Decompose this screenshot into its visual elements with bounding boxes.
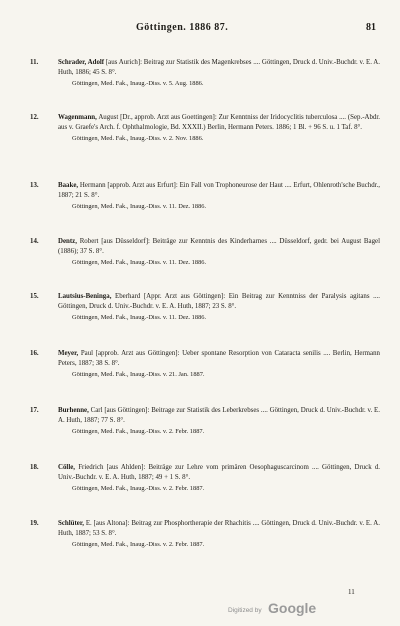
list-item: [32, 406, 380, 438]
entry-number: 14.: [30, 238, 39, 245]
header-title: Göttingen. 1886 87.: [136, 22, 229, 33]
entry-body: E. [aus Altona]: Beitrag zur Phosphortherapie der Rhachitis .... Göttingen, Druck d. Univ.-Buchdr. v. E. A. Huth, 1887; 53 S. 8°.: [58, 520, 380, 538]
entry-number: 11.: [30, 59, 39, 66]
google-watermark: [228, 600, 348, 620]
entry-number: 13.: [30, 182, 39, 189]
entry-body: Carl [aus Göttingen]: Beitrage zur Statistik des Leberkrebses .... Göttingen, Druck d. Univ.-Buchdr. v. E. A. Huth, 1887; 77 S. 8°.: [58, 407, 380, 425]
entry-note: Göttingen, Med. Fak., Inaug.-Diss. v. 21. Jan. 1887.: [72, 371, 205, 379]
list-item: [32, 349, 380, 381]
entry-text: [58, 406, 380, 426]
entry-number: 15.: [30, 293, 39, 300]
entry-author: Wagenmann,: [58, 114, 97, 121]
google-logo: Google: [268, 600, 317, 616]
list-item: [32, 237, 380, 269]
list-item: [32, 292, 380, 324]
list-item: [32, 113, 380, 145]
entry-note: Göttingen, Med. Fak., Inaug.-Diss. v. 2. Febr. 1887.: [72, 485, 205, 493]
entry-body: Friedrich [aus Ahlden]: Beiträge zur Lehre vom primären Oesophaguscarcinom .... Göttingen, Druck d. Univ.-Buchdr. v. E. A. Huth, 1887; 49 + 1 S. 8°.: [58, 464, 380, 482]
entry-number: 12.: [30, 114, 39, 121]
entry-author: Cölle,: [58, 464, 76, 471]
entry-author: Meyer,: [58, 350, 79, 357]
entry-note: Göttingen, Med. Fak., Inaug.-Diss. v. 11. Dez. 1886.: [72, 259, 207, 267]
entry-body: Hermann [approb. Arzt aus Erfurt]: Ein Fall von Trophoneurose der Haut .... Erfurt, Ohlenroth'sche Buchdr., 1887; 21 S. 8°.: [58, 182, 380, 200]
entry-note: Göttingen, Med. Fak., Inaug.-Diss. v. 2. Nov. 1886.: [72, 135, 204, 143]
running-header: [26, 22, 378, 38]
entry-author: Dentz,: [58, 238, 77, 245]
entry-note: Göttingen, Med. Fak., Inaug.-Diss. v. 5. Aug. 1886.: [72, 80, 204, 88]
entry-author: Lautsius-Beninga,: [58, 293, 112, 300]
entry-text: [58, 237, 380, 257]
entry-text: [58, 463, 380, 483]
entry-number: 19.: [30, 520, 39, 527]
entry-text: [58, 58, 380, 78]
entry-body: Paul [approb. Arzt aus Göttingen]: Ueber spontane Resorption von Cataracta senilis .... Berlin, Hermann Peters, 1887; 38 S. 8°.: [58, 350, 380, 368]
digitized-label: Digitized by: [228, 607, 262, 614]
entry-number: 16.: [30, 350, 39, 357]
entry-author: Baake,: [58, 182, 79, 189]
entry-note: Göttingen, Med. Fak., Inaug.-Diss. v. 2. Febr. 1887.: [72, 428, 205, 436]
entry-text: [58, 349, 380, 369]
entry-number: 17.: [30, 407, 39, 414]
list-item: [32, 58, 380, 90]
list-item: [32, 463, 380, 495]
signature-mark: 11: [348, 588, 355, 596]
entry-body: Eberhard [Appr. Arzt aus Göttingen]: Ein Beitrag zur Kenntniss der Paralysis agitans .... Göttingen, Druck d. Univ.-Buchdr. v. E. A. Huth, 1887; 23 S. 8°.: [58, 293, 380, 311]
entry-body: August [Dr., approb. Arzt aus Goettingen]: Zur Kenntniss der Iridocyclitis tuberculosa .... (Sep.-Abdr. aus v. Graefe's Arch. f. Ophthalmologie, Bd. XXXII.) Berlin, Hermann Peters. 1886; 1 Bl. + 96 S. u. 1 Taf. 8°.: [58, 114, 380, 132]
entry-body: [aus Aurich]: Beitrag zur Statistik des Magenkrebses .... Göttingen, Druck d. Univ.-Buchdr. v. E. A. Huth, 1886; 45 S. 8°.: [58, 59, 380, 77]
entry-note: Göttingen, Med. Fak., Inaug.-Diss. v. 2. Febr. 1887.: [72, 541, 205, 549]
entry-number: 18.: [30, 464, 39, 471]
entry-text: [58, 113, 380, 133]
page-number: 81: [366, 22, 376, 33]
entry-author: Schrader, Adolf: [58, 59, 105, 66]
list-item: [32, 519, 380, 551]
entry-note: Göttingen, Med. Fak., Inaug.-Diss. v. 11. Dez. 1886.: [72, 203, 207, 211]
entry-text: [58, 292, 380, 312]
entry-body: Robert [aus Düsseldorf]: Beiträge zur Kenntnis des Kinderharnes .... Düsseldorf, gedr. bei August Bagel (1886); 37 S. 8°.: [58, 238, 380, 256]
entry-text: [58, 181, 380, 201]
entry-text: [58, 519, 380, 539]
list-item: [32, 181, 380, 213]
entry-author: Burhenne,: [58, 407, 89, 414]
entry-author: Schlüter,: [58, 520, 84, 527]
entry-note: Göttingen, Med. Fak., Inaug.-Diss. v. 11. Dez. 1886.: [72, 314, 207, 322]
